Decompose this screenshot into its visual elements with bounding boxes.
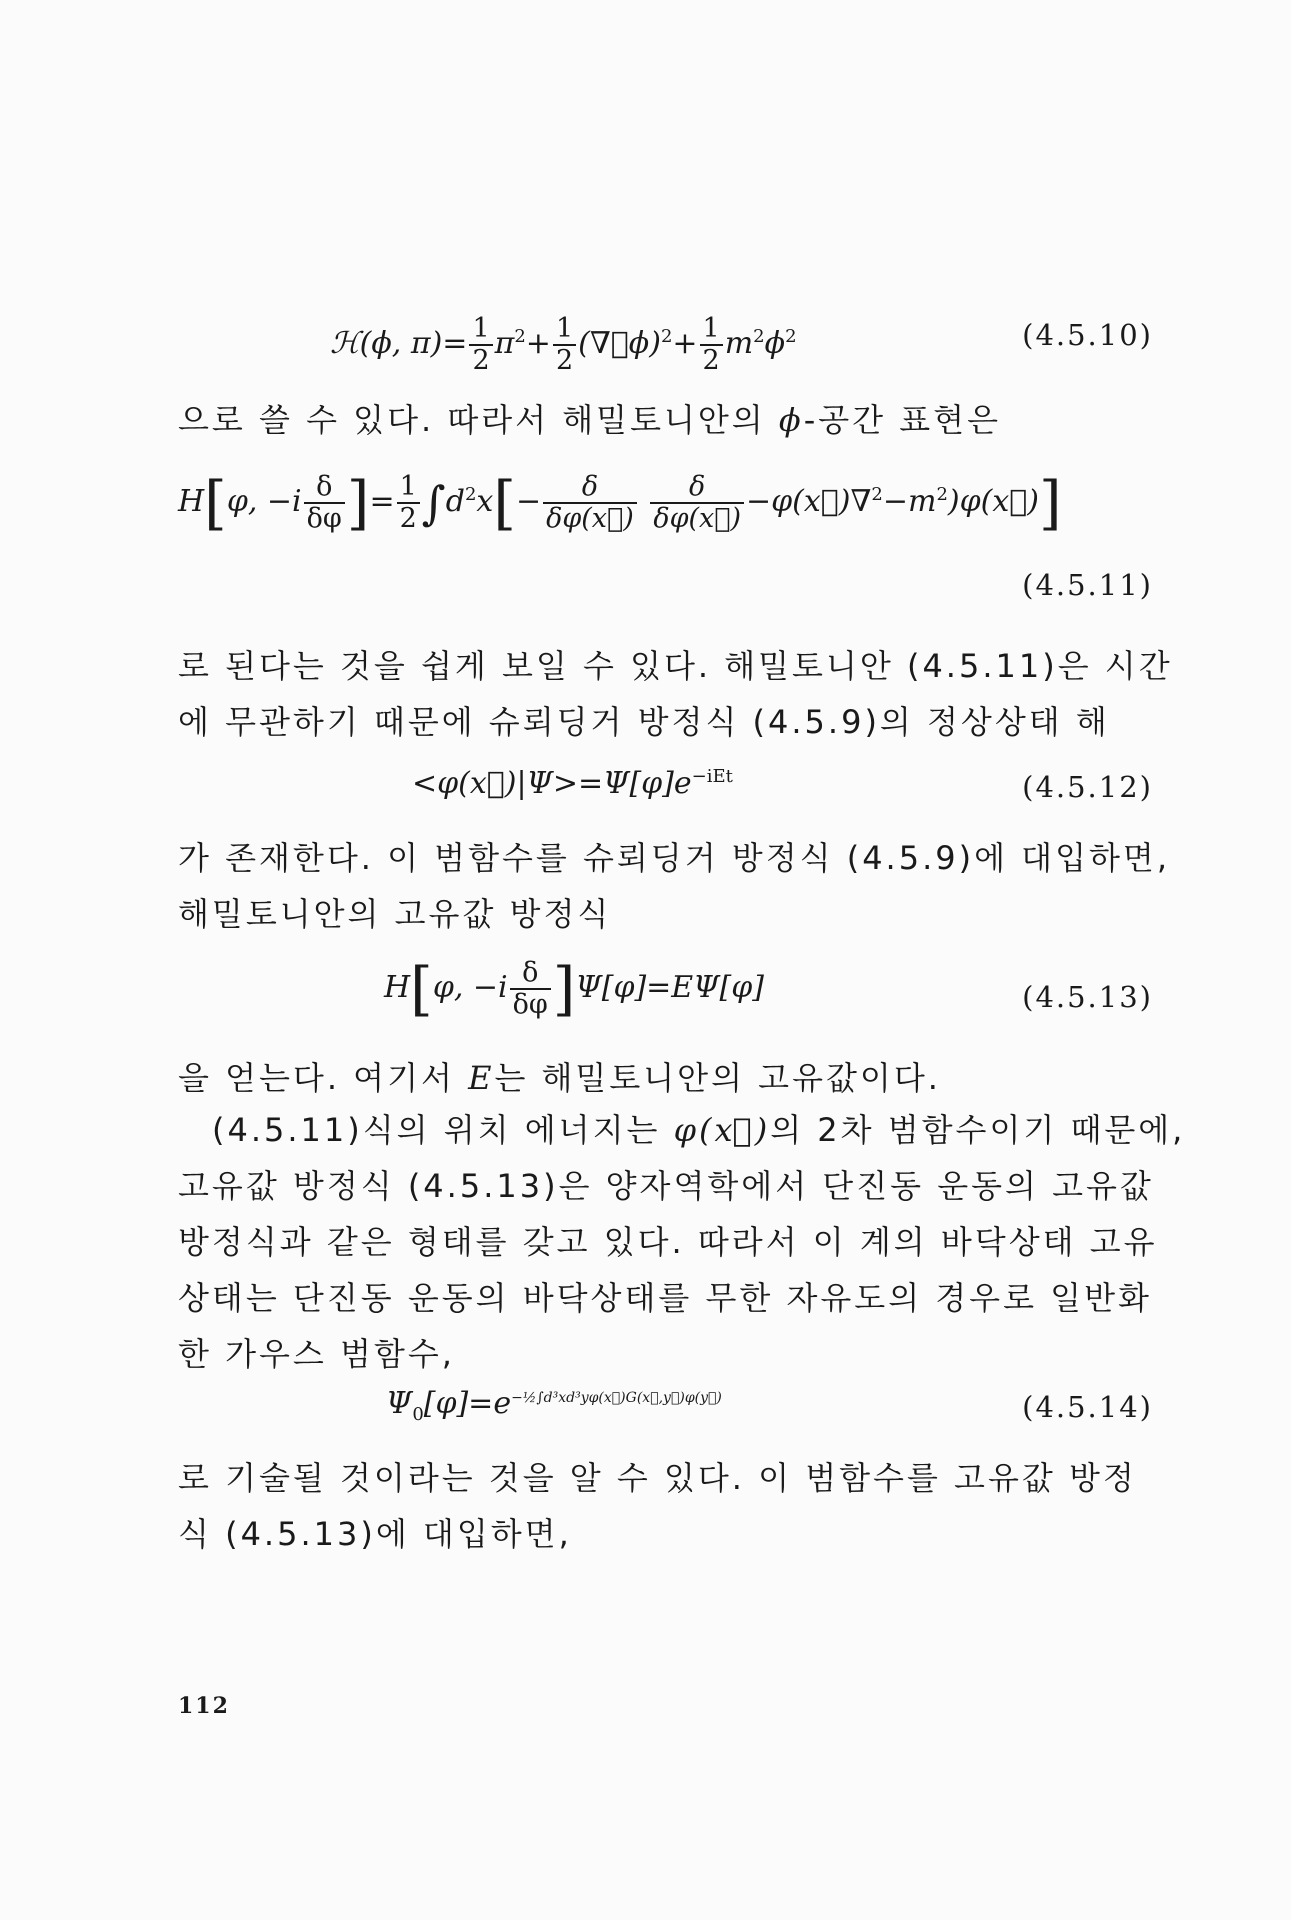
equation-number: (4.5.13)	[1022, 980, 1153, 1014]
equation-4-5-11	[0, 468, 1291, 628]
text-line: 한 가우스 범함수,	[178, 1335, 455, 1373]
paragraph-4	[178, 1050, 1153, 1106]
equation-number: (4.5.11)	[1022, 568, 1153, 602]
text-line: 에 무관하기 때문에 슈뢰딩거 방정식 (4.5.9)의 정상상태 해	[178, 703, 1110, 741]
equation-body: H[φ, −i $\frac{\delta}{\delta\varphi}$ ]Ψ[φ]=EΨ[φ]	[384, 955, 764, 1023]
page-number: 112	[178, 1693, 230, 1719]
equation-4-5-12	[0, 760, 1291, 820]
text-line: 으로 쓸 수 있다. 따라서 해밀토니안의	[178, 401, 779, 439]
text-line: 상태는 단진동 운동의 바닥상태를 무한 자유도의 경우로 일반화	[178, 1279, 1152, 1317]
equation-number: (4.5.10)	[1022, 318, 1153, 352]
equation-4-5-14	[0, 1380, 1291, 1440]
text-line: 로 된다는 것을 쉽게 보일 수 있다. 해밀토니안 (4.5.11)은 시간	[178, 647, 1173, 685]
paragraph-1	[178, 392, 1153, 448]
text-line: 로 기술될 것이라는 것을 알 수 있다. 이 범함수를 고유값 방정	[178, 1459, 1137, 1497]
text-line: 을 얻는다. 여기서	[178, 1059, 469, 1097]
text-line: 식 (4.5.13)에 대입하면,	[178, 1515, 572, 1553]
paragraph-2	[178, 638, 1173, 750]
equation-body: H[φ, −i $\frac{\delta}{\delta\varphi}$ ]= $\frac{1}{2}$ $\int d^2x[-$ $\frac{\delta}{\delta\varphi(x⃗)}$ $\frac{\delta}{\delta\varphi(x⃗)}$ $-\varphi(x⃗)\nabla^2-m^2)\varphi(x⃗)$]	[178, 469, 1062, 537]
text-line: (4.5.11)식의 위치 에너지는 φ(x⃗)의 2차 범함수이기 때문에,	[212, 1111, 1186, 1149]
equation-body: $\Psi_0[\varphi]=e^{-\frac{1}{2}\int d^3xd^3y\varphi(x⃗)G(x⃗,y⃗)\varphi(y⃗)}$	[386, 1386, 722, 1425]
text-line: 가 존재한다. 이 범함수를 슈뢰딩거 방정식 (4.5.9)에 대입하면,	[178, 839, 1171, 877]
text-line: 는 해밀토니안의 고유값이다.	[494, 1059, 941, 1097]
paragraph-3	[178, 830, 1171, 942]
E-symbol: E	[468, 1059, 495, 1097]
equation-body: $<\varphi(x⃗)|\Psi>=\Psi[\varphi]e^{-iEt}$	[412, 766, 733, 801]
text-line: 방정식과 같은 형태를 갖고 있다. 따라서 이 계의 바닥상태 고유	[178, 1223, 1158, 1261]
equation-4-5-13	[0, 950, 1291, 1040]
phi-symbol: ϕ	[778, 401, 804, 439]
text-line: 해밀토니안의 고유값 방정식	[178, 895, 612, 933]
equation-body: ℋ(ϕ, π)= $\frac{1}{2}$ $\pi^2+$ $\frac{1}{2}$ (∇⃗ϕ)$^2$+ $\frac{1}{2}$ $m^2\phi^2$	[330, 313, 797, 376]
equation-4-5-10	[0, 300, 1291, 380]
equation-number: (4.5.14)	[1022, 1390, 1153, 1424]
text-line: -공간 표현은	[803, 401, 1001, 439]
paragraph-6	[178, 1450, 1153, 1562]
equation-number: (4.5.12)	[1022, 770, 1153, 804]
paragraph-5	[178, 1102, 1186, 1382]
text-line: 고유값 방정식 (4.5.13)은 양자역학에서 단진동 운동의 고유값	[178, 1167, 1154, 1205]
